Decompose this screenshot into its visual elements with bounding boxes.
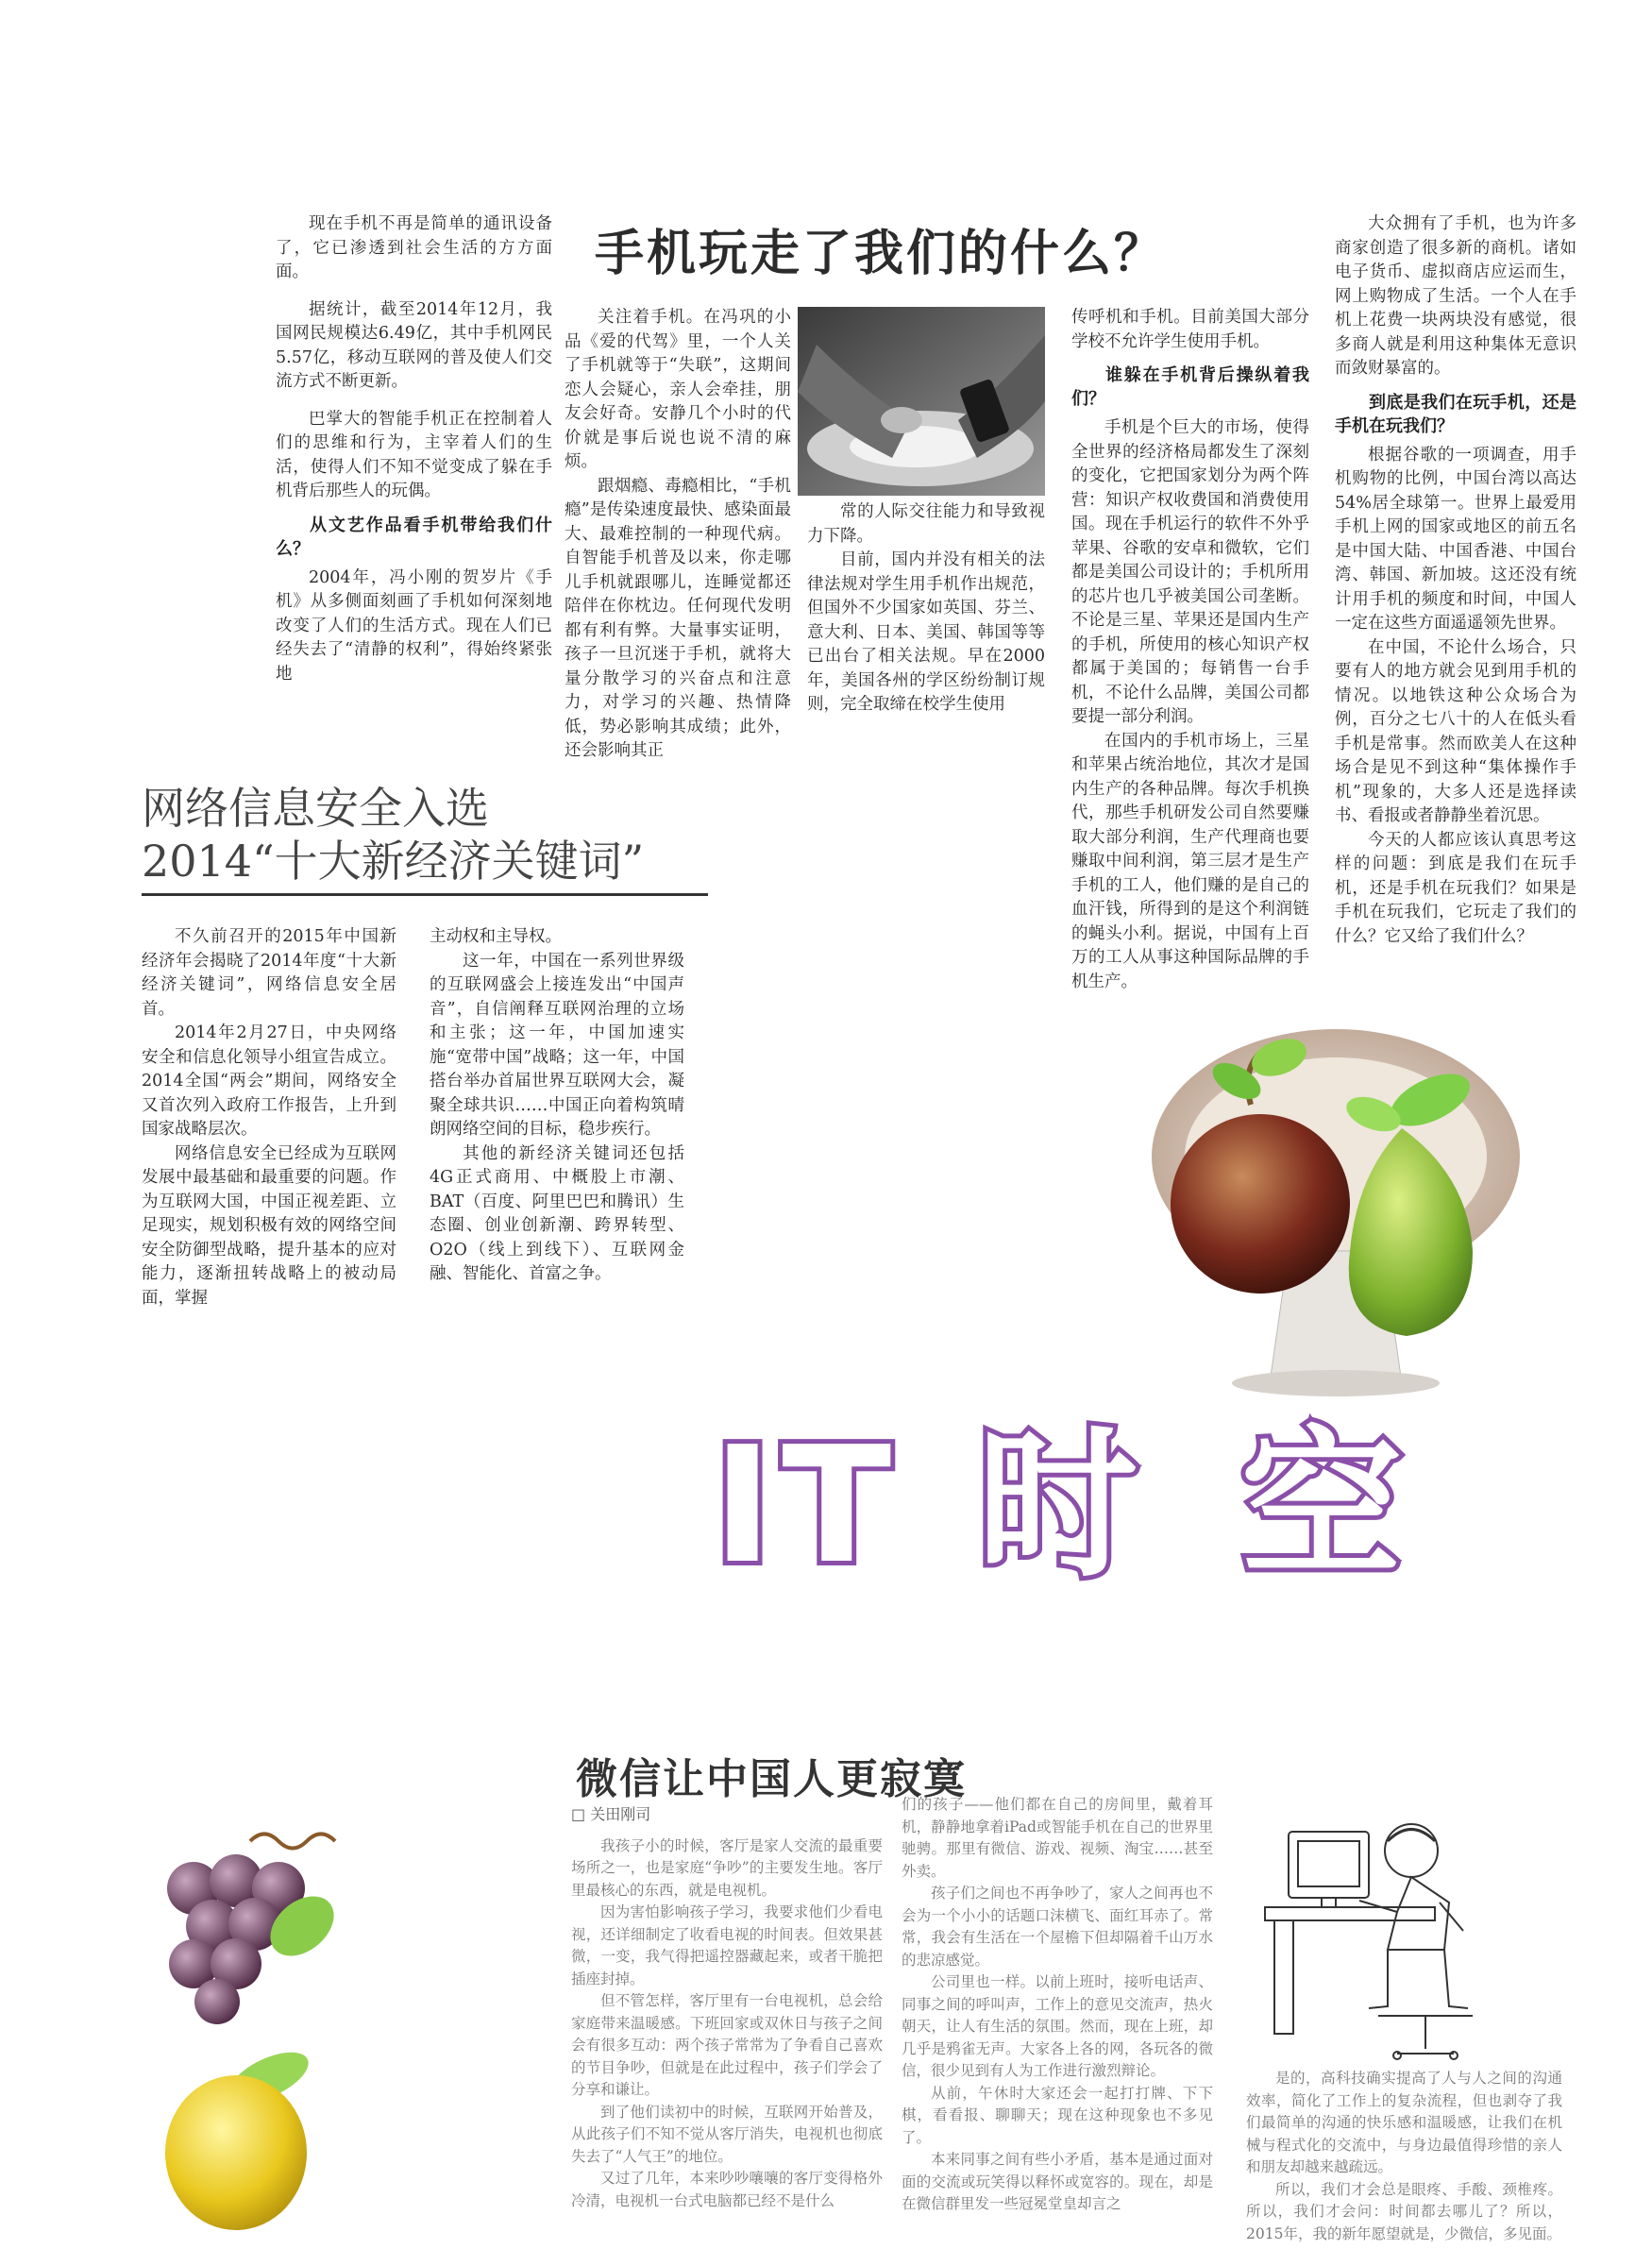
byline: □ 关田刚司 [571,1805,651,1823]
article3-column-1 [571,1803,883,2212]
paragraph: 今天的人都应该认真思考这样的问题：到底是我们在玩手机，还是手机在玩我们？如果是手机在玩我们，它玩走了我们的什么？它又给了我们什么？ [1335,830,1576,946]
paragraph: 但不管怎样，客厅里有一台电视机，总会给家庭带来温暖感。下班回家或双休日与孩子之间会有很多互动：两个孩子常常为了争看自己喜欢的节目争吵，但就是在此过程中，孩子们学会了分享和谦让。 [571,1992,883,2098]
article3-column-2 [902,1794,1213,2216]
article-title: 手机玩走了我们的什么？ [595,226,1167,282]
section-subheading: 从文艺作品看手机带给我们什么？ [276,515,552,559]
author-name: 关田刚司 [590,1805,651,1823]
paragraph: 本来同事之间有些小矛盾，基本是通过面对面的交流或玩笑得以释怀或宽容的。现在，却是在微信群里发一些冠冕堂皇却言之 [902,2151,1213,2212]
paragraph: 公司里也一样。以前上班时，接听电话声、同事之间的呼叫声，工作上的意见交流声，热火朝天，让人有生活的氛围。然而，现在上班，却几乎是鸦雀无声。大家各上各的网，各玩各的微信，很少见到有人为工作进行激烈辩论。 [902,1973,1213,2079]
paragraph: 这一年，中国在一系列世界级的互联网盛会上接连发出“中国声音”，自信阐释互联网治理的立场和主张；这一年，中国加速实施“宽带中国”战略；这一年，中国搭台举办首届世界互联网大会，凝聚全球共识……中国正向着构筑晴朗网络空间的目标，稳步疾行。 [430,951,684,1139]
paragraph: 在国内的手机市场上，三星和苹果占统治地位，其次才是国内生产的各种品牌。每次手机换代，那些手机研发公司自然要赚取大部分利润，生产代理商也要赚取中间利润，第三层才是生产手机的工人，他们赚的是自己的血汗钱，所得到的是这个利润链的蝇头小利。据说，中国有上百万的工人从事这种国际品牌的手机生产。 [1071,731,1309,991]
glass-fruit-bowl-photo [1147,1015,1520,1397]
paragraph: 们的孩子——他们都在自己的房间里，戴着耳机，静静地拿着iPad或智能手机在自己的世界里驰骋。那里有微信、游戏、视频、淘宝……甚至外卖。 [902,1796,1213,1880]
article2-title [142,782,746,888]
header-char: 空 [1241,1412,1412,1599]
article3-title: 微信让中国人更寂寞 [576,1755,967,1803]
paragraph: 到了他们读初中的时候，互联网开始普及，从此孩子们不知不觉从客厅消失，电视机也彻底失去了“人气王”的地位。 [571,2103,883,2165]
hands-with-phone-photo [798,307,1045,496]
article2-column-2 [430,925,684,1287]
paragraph: 网络信息安全已经成为互联网发展中最基础和最重要的问题。作为互联网大国，中国正视差距、立足现实，规划积极有效的网络空间安全防御型战略，提升基本的应对能力，逐渐扭转战略上的被动局面，掌握 [142,1143,396,1308]
paragraph: 传呼机和手机。目前美国大部分学校不允许学生使用手机。 [1071,308,1309,351]
glass-grapes-lemon-photo [137,1822,382,2238]
paragraph: 现在手机不再是简单的通讯设备了，它已渗透到社会生活的方方面面。 [276,214,552,281]
article1-column-2 [565,306,791,764]
section-header-it-shikong [713,1412,1487,1629]
paragraph: 跟烟瘾、毒瘾相比，“手机瘾”是传染速度最快、感染面最大、最难控制的一种现代病。自智能手机普及以来，你走哪儿手机就跟哪儿，连睡觉都还陪伴在你枕边。任何现代发明都有利有弊。大量事实证明，孩子一旦沉迷于手机，就将大量分散学习的兴奋点和注意力，对学习的兴趣、热情降低，势必影响其成绩；此外，还会影响其正 [565,476,791,760]
paragraph: 巴掌大的智能手机正在控制着人们的思维和行为，主宰着人们的生活，使得人们不知不觉变成了躲在手机背后那些人的玩偶。 [276,409,552,500]
article1-column-5 [1335,212,1576,949]
header-char: IT [713,1412,902,1599]
paragraph: 2014年2月27日，中央网络安全和信息化领导小组宣告成立。2014全国“两会”期间，网络安全又首次列入政府工作报告，上升到国家战略层次。 [142,1023,396,1139]
paragraph: 从前，午休时大家还会一起打打牌、下下棋，看看报、聊聊天；现在这种现象也不多见了。 [902,2084,1213,2146]
title-underline [142,893,708,896]
paragraph: 其他的新经济关键词还包括4G正式商用、中概股上市潮、BAT（百度、阿里巴巴和腾讯）生态圈、创业创新潮、跨界转型、O2O（线上到线下）、互联网金融、智能化、首富之争。 [430,1143,684,1283]
paragraph: 孩子们之间也不再争吵了，家人之间再也不会为一个小小的话题口沫横飞、面红耳赤了。常常，我会有生活在一个屋檐下但却隔着千山万水的悲凉感觉。 [902,1885,1213,1969]
section-subheading: 谁躲在手机背后操纵着我们？ [1071,365,1309,409]
paragraph: 所以，我们才会总是眼疼、手酸、颈椎疼。所以，我们才会问：时间都去哪儿了？所以，2015年，我的新年愿望就是，少微信，多见面。 [1246,2180,1562,2242]
paragraph: 据统计，截至2014年12月，我国网民规模达6.49亿，其中手机网民5.57亿，移动互联网的普及使人们交流方式不断更新。 [276,299,552,391]
paragraph: 目前，国内并没有相关的法律法规对学生用手机作出规范，但国外不少国家如英国、芬兰、意大利、日本、美国、韩国等等已出台了相关法规。早在2000年，美国各州的学区纷纷制订规则，完全取缔在校学生使用 [807,550,1045,714]
title-line: 网络信息安全入选 [142,783,489,834]
paragraph: 我孩子小的时候，客厅是家人交流的最重要场所之一，也是家庭“争吵”的主要发生地。客厅里最核心的东西，就是电视机。 [571,1836,883,1899]
header-char: 时 [977,1412,1148,1599]
article1-column-4 [1071,306,1309,994]
paragraph: 根据谷歌的一项调查，用手机购物的比例，中国台湾以高达54%居全球第一。世界上最爱用手机上网的国家或地区的前五名是中国大陆、中国香港、中国台湾、韩国、新加坡。这还没有统计用手机的频度和时间，中国人一定在这些方面遥遥领先世界。 [1335,445,1576,633]
paragraph: 常的人际交往能力和导致视力下降。 [807,502,1045,546]
person-at-computer-illustration [1246,1789,1558,2063]
paragraph: 不久前召开的2015年中国新经济年会揭晓了2014年度“十大新经济关键词”，网络信息安全居首。 [142,927,396,1019]
title-line: 2014“十大新经济关键词” [142,836,645,887]
paragraph: 大众拥有了手机，也为许多商家创造了很多新的商机。诸如电子货币、虚拟商店应运而生，网上购物成了生活。一个人在手机上花费一块两块没有感觉，很多商人就是利用这种集体无意识而敛财暴富的。 [1335,214,1576,378]
paragraph: 在中国，不论什么场合，只要有人的地方就会见到用手机的情况。以地铁这种公众场合为例，百分之七八十的人在低头看手机是常事。然而欧美人在这种场合是见不到这种“集体操作手机”现象的，大多人还是选择读书、看报或者静静坐着沉思。 [1335,637,1576,825]
paragraph: 主动权和主导权。 [430,927,562,946]
paragraph: 2004年，冯小刚的贺岁片《手机》从多侧面刻画了手机如何深刻地改变了人们的生活方式。现在人们已经失去了“清静的权利”，得始终紧张地 [276,567,552,684]
article1-column-3 [807,500,1045,718]
article1-column-1 [276,212,552,686]
section-subheading: 到底是我们在玩手机，还是手机在玩我们？ [1335,392,1576,436]
article3-column-3 [1246,2068,1562,2245]
paragraph: 又过了几年，本来吵吵嚷嚷的客厅变得格外冷清，电视机一台式电脑都已经不是什么 [571,2170,883,2209]
paragraph: 因为害怕影响孩子学习，我要求他们少看电视，还详细制定了收看电视的时间表。但效果甚微，一变，我气得把遥控器藏起来，或者干脆把插座封掉。 [571,1903,883,1987]
article2-column-1 [142,925,396,1311]
paragraph: 手机是个巨大的市场，使得全世界的经济格局都发生了深刻的变化，它把国家划分为两个阵营：知识产权收费国和消费使用国。现在手机运行的软件不外乎苹果、谷歌的安卓和微软，它们都是美国公司设计的；手机所用的芯片也几乎被美国公司垄断。不论是三星、苹果还是国内生产的手机，所使用的核心知识产权都属于美国的；每销售一台手机，不论什么品牌，美国公司都要提一部分利润。 [1071,418,1309,726]
paragraph: 是的，高科技确实提高了人与人之间的沟通效率，简化了工作上的复杂流程，但也剥夺了我们最简单的沟通的快乐感和温暖感，让我们在机械与程式化的交流中，与身边最值得珍惜的亲人和朋友却越来越疏远。 [1246,2070,1562,2175]
paragraph: 关注着手机。在冯巩的小品《爱的代驾》里，一个人关了手机就等于“失联”，这期间恋人会疑心，亲人会牵挂，朋友会好奇。安静几个小时的代价就是事后说也说不清的麻烦。 [565,308,791,471]
